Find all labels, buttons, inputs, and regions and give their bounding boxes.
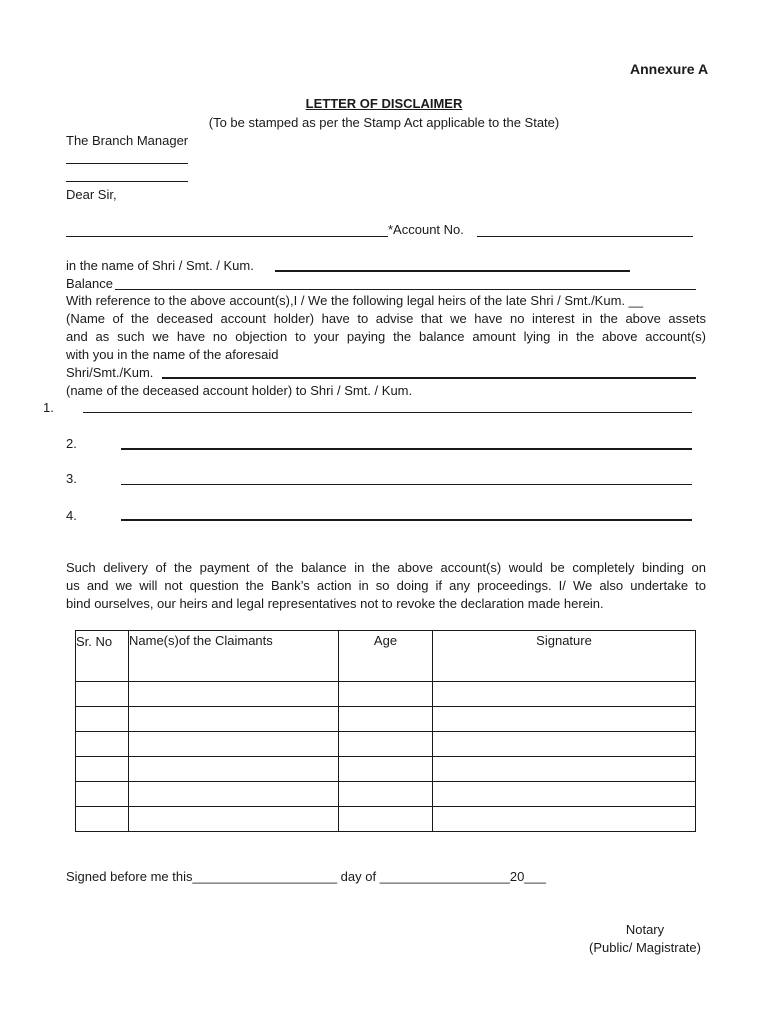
heir-number-4: 4. [66, 508, 77, 523]
account-no-label: *Account No. [388, 222, 464, 237]
table-row [76, 707, 696, 732]
table-row [76, 807, 696, 832]
annexure-label: Annexure A [630, 61, 709, 77]
table-cell [433, 757, 696, 782]
body-line-2: (Name of the deceased account holder) have to advise that we have no interest in the above assets [66, 311, 706, 326]
table-cell [433, 807, 696, 832]
body-line-3: and as such we have no objection to your paying the balance amount lying in the above account(s) [66, 329, 706, 344]
account-holder-label: in the name of Shri / Smt. / Kum. [66, 258, 254, 273]
table-cell [76, 707, 129, 732]
table-cell [76, 807, 129, 832]
page-title: LETTER OF DISCLAIMER [305, 96, 463, 111]
table-cell [339, 757, 433, 782]
notary-label: Notary [625, 922, 665, 937]
notary-type: (Public/ Magistrate) [589, 940, 701, 955]
table-row [76, 682, 696, 707]
table-cell [129, 757, 339, 782]
addressee-line: The Branch Manager [66, 133, 189, 148]
col-sr-no: Sr. No [76, 631, 129, 682]
table-cell [129, 807, 339, 832]
deceased-name-blank [162, 377, 696, 379]
heir-blank-1 [83, 412, 692, 413]
table-cell [76, 732, 129, 757]
body-line-4: with you in the name of the aforesaid [66, 347, 279, 362]
table-cell [433, 782, 696, 807]
table-cell [339, 807, 433, 832]
account-holder-blank [275, 270, 630, 272]
table-cell [433, 707, 696, 732]
heir-blank-2 [121, 448, 692, 450]
table-cell [339, 782, 433, 807]
page-subtitle: (To be stamped as per the Stamp Act applicable to the State) [208, 115, 560, 130]
heir-blank-4 [121, 519, 692, 521]
col-claimant-names: Name(s)of the Claimants [129, 631, 339, 682]
table-cell [339, 682, 433, 707]
table-cell [129, 782, 339, 807]
undertaking-line-1: Such delivery of the payment of the balance in the above account(s) would be completely binding on [66, 560, 706, 575]
address-blank-2 [66, 181, 188, 182]
col-age: Age [339, 631, 433, 682]
table-row [76, 732, 696, 757]
heir-number-1: 1. [43, 400, 54, 415]
account-no-blank [477, 236, 693, 237]
account-name-blank [66, 236, 388, 237]
undertaking-line-3: bind ourselves, our heirs and legal representatives not to revoke the declaration made herein. [66, 596, 604, 611]
table-cell [76, 782, 129, 807]
signed-before-line: Signed before me this____________________ day of __________________20___ [66, 869, 546, 884]
table-cell [129, 707, 339, 732]
balance-label: Balance [66, 276, 113, 291]
undertaking-line-2: us and we will not question the Bank’s action in so doing if any proceedings. I/ We also undertake to [66, 578, 706, 593]
table-row [76, 782, 696, 807]
table-cell [433, 732, 696, 757]
body-line-6: (name of the deceased account holder) to Shri / Smt. / Kum. [66, 383, 413, 398]
claimants-table [75, 630, 696, 832]
balance-blank [115, 289, 696, 290]
table-cell [76, 682, 129, 707]
table-row [76, 757, 696, 782]
address-blank-1 [66, 163, 188, 164]
body-line-1: With reference to the above account(s),I / We the following legal heirs of the late Shri / Smt./Kum. __ [66, 293, 644, 308]
table-cell [129, 682, 339, 707]
table-cell [339, 707, 433, 732]
table-cell [129, 732, 339, 757]
heir-blank-3 [121, 484, 692, 485]
body-line-5: Shri/Smt./Kum. [66, 365, 154, 380]
col-signature: Signature [433, 631, 696, 682]
table-cell [76, 757, 129, 782]
table-header-row [76, 631, 696, 682]
table-cell [433, 682, 696, 707]
table-cell [339, 732, 433, 757]
heir-number-2: 2. [66, 436, 77, 451]
heir-number-3: 3. [66, 471, 77, 486]
salutation: Dear Sir, [66, 187, 117, 202]
